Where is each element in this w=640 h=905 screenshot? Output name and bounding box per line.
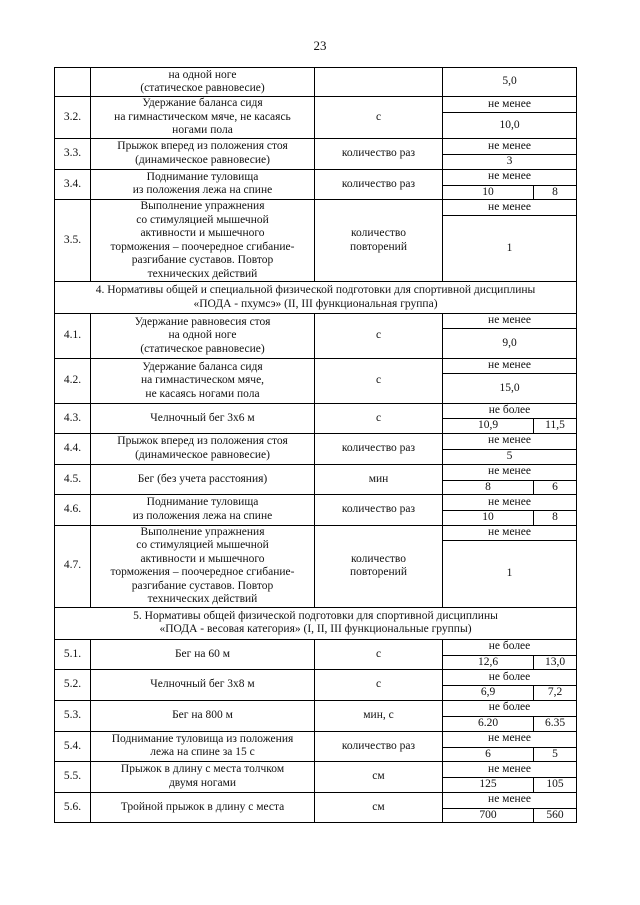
unit: мин (315, 464, 443, 495)
norm-condition: не менее (443, 139, 577, 155)
norm-condition: не более (443, 404, 577, 419)
table-row (55, 762, 577, 778)
unit: количество повторений (315, 525, 443, 607)
row-number: 4.6. (55, 495, 91, 526)
table-row (55, 68, 577, 97)
row-number: 5.5. (55, 762, 91, 793)
unit: количество раз (315, 169, 443, 200)
row-number: 4.7. (55, 525, 91, 607)
unit (315, 68, 443, 97)
row-number: 3.4. (55, 169, 91, 200)
row-number: 4.1. (55, 314, 91, 359)
page-number: 23 (313, 38, 327, 53)
norm-value-boys: 10 (443, 185, 534, 200)
unit: количество раз (315, 433, 443, 464)
norm-condition: не более (443, 670, 577, 686)
exercise-name: Бег (без учета расстояния) (91, 464, 315, 495)
norm-value-girls: 13,0 (534, 655, 577, 670)
unit: см (315, 792, 443, 823)
norm-condition: не менее (443, 464, 577, 480)
norm-condition: не менее (443, 433, 577, 449)
norm-value-girls: 6.35 (534, 716, 577, 731)
norm-value-boys: 125 (443, 778, 534, 793)
norm-condition: не менее (443, 97, 577, 113)
norm-value-girls: 8 (534, 185, 577, 200)
exercise-name: Челночный бег 3x6 м (91, 404, 315, 434)
row-number: 4.3. (55, 404, 91, 434)
norm-value: 3 (443, 155, 577, 170)
norm-condition: не менее (443, 495, 577, 511)
unit: мин, с (315, 700, 443, 731)
norm-value: 5 (443, 449, 577, 464)
norm-value-girls: 560 (534, 808, 577, 823)
exercise-name: Прыжок в длину с места толчком двумя ногами (91, 762, 315, 793)
norm-value-girls: 7,2 (534, 686, 577, 701)
table-row (55, 433, 577, 449)
table-row (55, 731, 577, 747)
norm-condition: не менее (443, 200, 577, 216)
unit: с (315, 670, 443, 701)
table-row (55, 169, 577, 185)
table-row (55, 139, 577, 155)
norm-condition: не менее (443, 525, 577, 541)
exercise-name: Удержание равновесия стоя на одной ноге (статическое равновесие) (91, 314, 315, 359)
row-number: 4.2. (55, 359, 91, 404)
unit: количество повторений (315, 200, 443, 282)
row-number: 4.4. (55, 433, 91, 464)
exercise-name: Бег на 60 м (91, 639, 315, 670)
row-number: 5.3. (55, 700, 91, 731)
norm-condition: не менее (443, 762, 577, 778)
exercise-name: Бег на 800 м (91, 700, 315, 731)
unit: с (315, 639, 443, 670)
table-row (55, 525, 577, 541)
norm-value: 1 (443, 541, 577, 607)
norm-value-boys: 6 (443, 747, 534, 762)
norm-value: 1 (443, 215, 577, 281)
exercise-name: Прыжок вперед из положения стоя (динамическое равновесие) (91, 433, 315, 464)
row-number: 5.1. (55, 639, 91, 670)
exercise-name: Поднимание туловища из положения лежа на спине за 15 с (91, 731, 315, 762)
table-row (55, 404, 577, 419)
exercise-name: Поднимание туловища из положения лежа на спине (91, 169, 315, 200)
norm-value-boys: 700 (443, 808, 534, 823)
section-title: 5. Нормативы общей физической подготовки для спортивной дисциплины «ПОДА - весовая категория» (I, II, III функциональные группы) (55, 607, 577, 639)
norm-condition: не более (443, 639, 577, 655)
exercise-name: Поднимание туловища из положения лежа на спине (91, 495, 315, 526)
row-number: 4.5. (55, 464, 91, 495)
row-number: 3.3. (55, 139, 91, 170)
norm-value-girls: 5 (534, 747, 577, 762)
norm-value-girls: 6 (534, 480, 577, 495)
row-number: 5.6. (55, 792, 91, 823)
section-header-row (55, 282, 577, 314)
table-row (55, 97, 577, 113)
row-number: 3.2. (55, 97, 91, 139)
norm-value-girls: 8 (534, 511, 577, 526)
table-row (55, 639, 577, 655)
exercise-name: Тройной прыжок в длину с места (91, 792, 315, 823)
standards-table (54, 67, 577, 823)
norm-value: 9,0 (443, 329, 577, 359)
exercise-name: Удержание баланса сидя на гимнастическом мяче, не касаясь ногами пола (91, 359, 315, 404)
norm-value-girls: 105 (534, 778, 577, 793)
unit: с (315, 97, 443, 139)
norm-condition: не менее (443, 792, 577, 808)
norm-condition: не менее (443, 314, 577, 329)
norm-value-boys: 6,9 (443, 686, 534, 701)
exercise-name: Прыжок вперед из положения стоя (динамическое равновесие) (91, 139, 315, 170)
unit: количество раз (315, 139, 443, 170)
table-row (55, 792, 577, 808)
norm-value-boys: 8 (443, 480, 534, 495)
norm-value: 5,0 (443, 68, 577, 97)
norm-value: 10,0 (443, 113, 577, 139)
table-row (55, 670, 577, 686)
row-number: 5.4. (55, 731, 91, 762)
norm-value-boys: 6.20 (443, 716, 534, 731)
norm-value-boys: 10,9 (443, 419, 534, 434)
exercise-name: Удержание баланса сидя на гимнастическом мяче, не касаясь ногами пола (91, 97, 315, 139)
norm-condition: не более (443, 700, 577, 716)
norm-value-boys: 12,6 (443, 655, 534, 670)
table-row (55, 700, 577, 716)
norm-value-boys: 10 (443, 511, 534, 526)
table-row (55, 464, 577, 480)
exercise-name: на одной ноге (статическое равновесие) (91, 68, 315, 97)
row-number: 5.2. (55, 670, 91, 701)
row-number: 3.5. (55, 200, 91, 282)
norm-condition: не менее (443, 731, 577, 747)
exercise-name: Выполнение упражнения со стимуляцией мышечной активности и мышечного торможения – поочередное сгибание- разгибание суставов. Повтор технических действий (91, 200, 315, 282)
unit: с (315, 314, 443, 359)
unit: с (315, 359, 443, 404)
unit: количество раз (315, 495, 443, 526)
exercise-name: Выполнение упражнения со стимуляцией мышечной активности и мышечного торможения – поочередное сгибание- разгибание суставов. Повтор технических действий (91, 525, 315, 607)
norm-value: 15,0 (443, 374, 577, 404)
table-row (55, 200, 577, 216)
standards-table-body (55, 68, 577, 823)
norm-value-girls: 11,5 (534, 419, 577, 434)
exercise-name: Челночный бег 3x8 м (91, 670, 315, 701)
section-header-row (55, 607, 577, 639)
norm-condition: не менее (443, 359, 577, 374)
row-number (55, 68, 91, 97)
table-row (55, 314, 577, 329)
unit: с (315, 404, 443, 434)
section-title: 4. Нормативы общей и специальной физической подготовки для спортивной дисциплины «ПОДА - пхумсэ» (II, III функциональная группа) (55, 282, 577, 314)
unit: количество раз (315, 731, 443, 762)
norm-condition: не менее (443, 169, 577, 185)
table-row (55, 359, 577, 374)
unit: см (315, 762, 443, 793)
table-row (55, 495, 577, 511)
